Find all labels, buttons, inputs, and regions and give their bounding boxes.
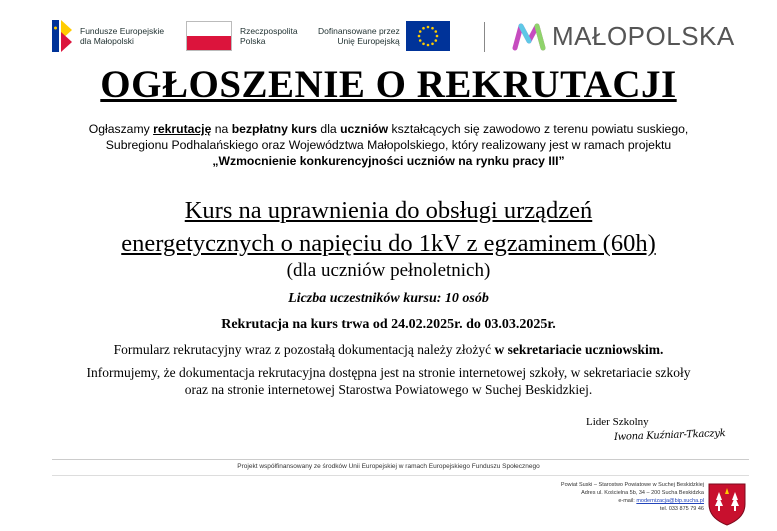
funds-europe-emblem-icon [52, 18, 74, 54]
poland-logo [186, 14, 298, 58]
logo-bar [0, 14, 777, 58]
course-title [20, 194, 757, 260]
malopolska-label: MAŁOPOLSKA [552, 20, 735, 51]
contact-email-line: e-mail: modernizacja@bip.sucha.pl [618, 498, 704, 504]
funds-europe-label-2: dla Małopolski [80, 36, 134, 46]
logo-divider [484, 22, 485, 52]
contact-line-1: Powiat Suski – Starostwo Powiatowe w Suchej Beskidzkiej [560, 482, 704, 488]
contact-line-2: Adres ul. Kościelna 5b, 34 – 200 Sucha Beskidzka [581, 490, 704, 496]
email-link[interactable]: modernizacja@bip.sucha.pl [636, 498, 704, 504]
info-line-2: oraz na stronie internetowej Starostwa Powiatowego w Suchej Beskidzkiej. [184, 382, 593, 397]
intro-line-2: Subregionu Podhalańskiego oraz Województwa Małopolskiego, który realizowany jest w ramach projektu [105, 138, 672, 152]
intro-line-1: Ogłaszamy rekrutację na bezpłatny kurs dla uczniów kształcących się zawodowo z terenu powiatu suskiego, [88, 122, 689, 136]
info-line-1: Informujemy, że dokumentacja rekrutacyjna dostępna jest na stronie internetowej szkoły, w sekretariacie szkoły [86, 365, 691, 380]
contact-block [490, 481, 704, 513]
footer-divider [52, 459, 749, 460]
funds-europe-label-1: Fundusze Europejskie [80, 26, 165, 36]
poland-label-2: Polska [240, 36, 266, 46]
eu-label-1: Dofinansowane przez [318, 26, 400, 36]
poland-flag-icon [186, 21, 232, 51]
intro-paragraph [30, 121, 747, 169]
recruitment-period: Rekrutacja na kurs trwa od 24.02.2025r. do 03.03.2025r. [221, 317, 556, 332]
contact-phone: tel. 033 875 79 46 [659, 506, 704, 512]
funds-europe-logo [52, 14, 164, 58]
eu-logo [318, 14, 450, 58]
malopolska-m-icon [512, 21, 546, 51]
footer-divider-2 [52, 475, 749, 476]
info-paragraph [30, 364, 747, 398]
project-name: „Wzmocnienie konkurencyjności uczniów na rynku pracy III” [212, 154, 565, 168]
malopolska-logo [512, 14, 735, 58]
county-crest-icon [707, 482, 747, 526]
course-title-line-2: energetycznych o napięciu do 1kV z egzaminem (60h) [121, 230, 656, 257]
cofinance-note: Projekt współfinansowany ze środków Unii Europejskiej w ramach Europejskiego Funduszu Społecznego [237, 463, 540, 470]
course-title-line-1: Kurs na uprawnienia do obsługi urządzeń [184, 197, 593, 224]
leader-label: Lider Szkolny [586, 416, 649, 428]
eu-label-2: Unię Europejską [337, 36, 400, 46]
forms-note: Formularz rekrutacyjny wraz z pozostałą dokumentacją należy złożyć w sekretariacie uczniowskim. [113, 342, 664, 357]
signature: Iwona Kuźniar-Tkaczyk [613, 428, 726, 443]
course-audience: (dla uczniów pełnoletnich) [286, 260, 491, 281]
participants-count: Liczba uczestników kursu: 10 osób [288, 291, 489, 306]
page-title: OGŁOSZENIE O REKRUTACJI [100, 63, 677, 106]
poland-label-1: Rzeczpospolita [240, 26, 298, 36]
eu-flag-icon [406, 21, 450, 51]
